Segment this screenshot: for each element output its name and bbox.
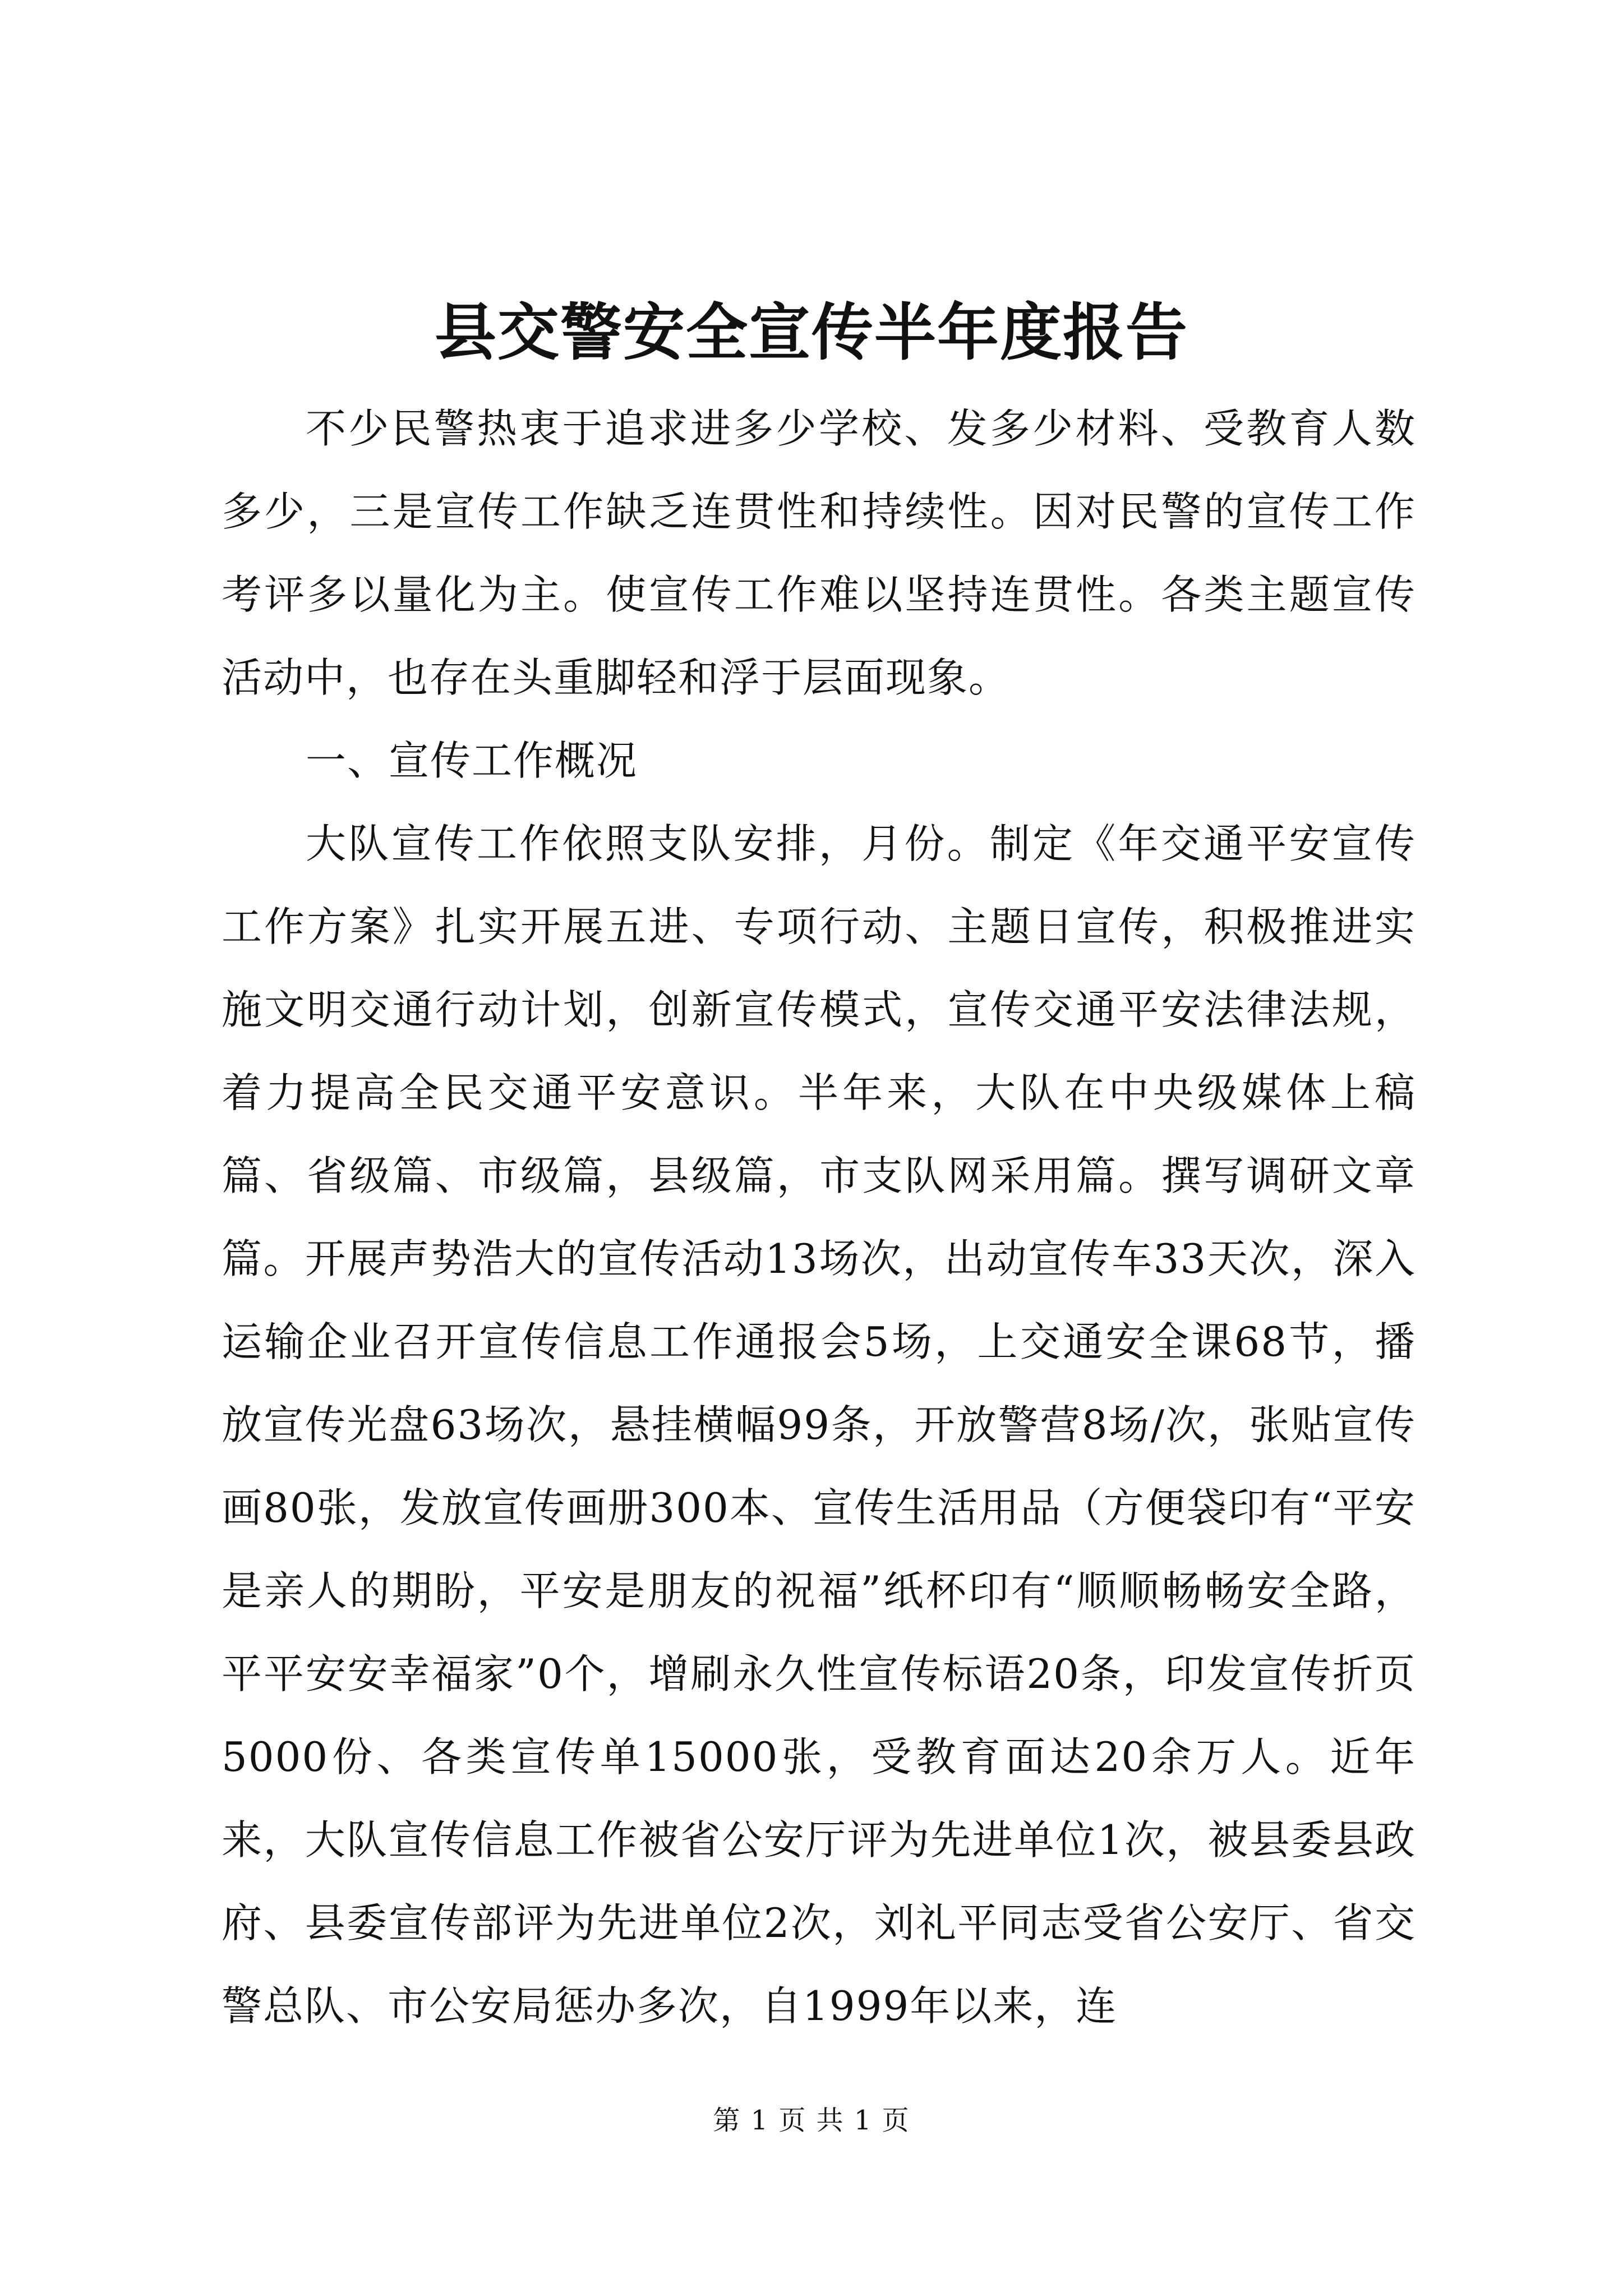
- paragraph-overview: 大队宣传工作依照支队安排，月份。制定《年交通平安宣传工作方案》扎实开展五进、专项行动、主题日宣传，积极推进实施文明交通行动计划，创新宣传模式，宣传交通平安法律法规，着力提高全民交通平安意识。半年来，大队在中央级媒体上稿篇、省级篇、市级篇，县级篇，市支队网采用篇。撰写调研文章篇。开展声势浩大的宣传活动13场次，出动宣传车33天次，深入运输企业召开宣传信息工作通报会5场，上交通安全课68节，播放宣传光盘63场次，悬挂横幅99条，开放警营8场/次，张贴宣传画80张，发放宣传画册300本、宣传生活用品（方便袋印有“平安是亲人的期盼，平安是朋友的祝福”纸杯印有“顺顺畅畅安全路，平平安安幸福家”0个，增刷永久性宣传标语20条，印发宣传折页5000份、各类宣传单15000张，受教育面达20余万人。近年来，大队宣传信息工作被省公安厅评为先进单位1次，被县委县政府、县委宣传部评为先进单位2次，刘礼平同志受省公安厅、省交警总队、市公安局惩办多次，自1999年以来，连: [222, 820, 1416, 2030]
- paragraph-intro: 不少民警热衷于追求进多少学校、发多少材料、受教育人数多少，三是宣传工作缺乏连贯性和持续性。因对民警的宣传工作考评多以量化为主。使宣传工作难以坚持连贯性。各类主题宣传活动中，也存在头重脚轻和浮于层面现象。: [222, 405, 1416, 701]
- page-number: 第 1 页 共 1 页: [713, 2105, 910, 2136]
- document-body: [222, 387, 1416, 2047]
- section-heading-overview: 一、宣传工作概况: [306, 737, 638, 784]
- document-title: 县交警安全宣传半年度报告: [435, 296, 1188, 369]
